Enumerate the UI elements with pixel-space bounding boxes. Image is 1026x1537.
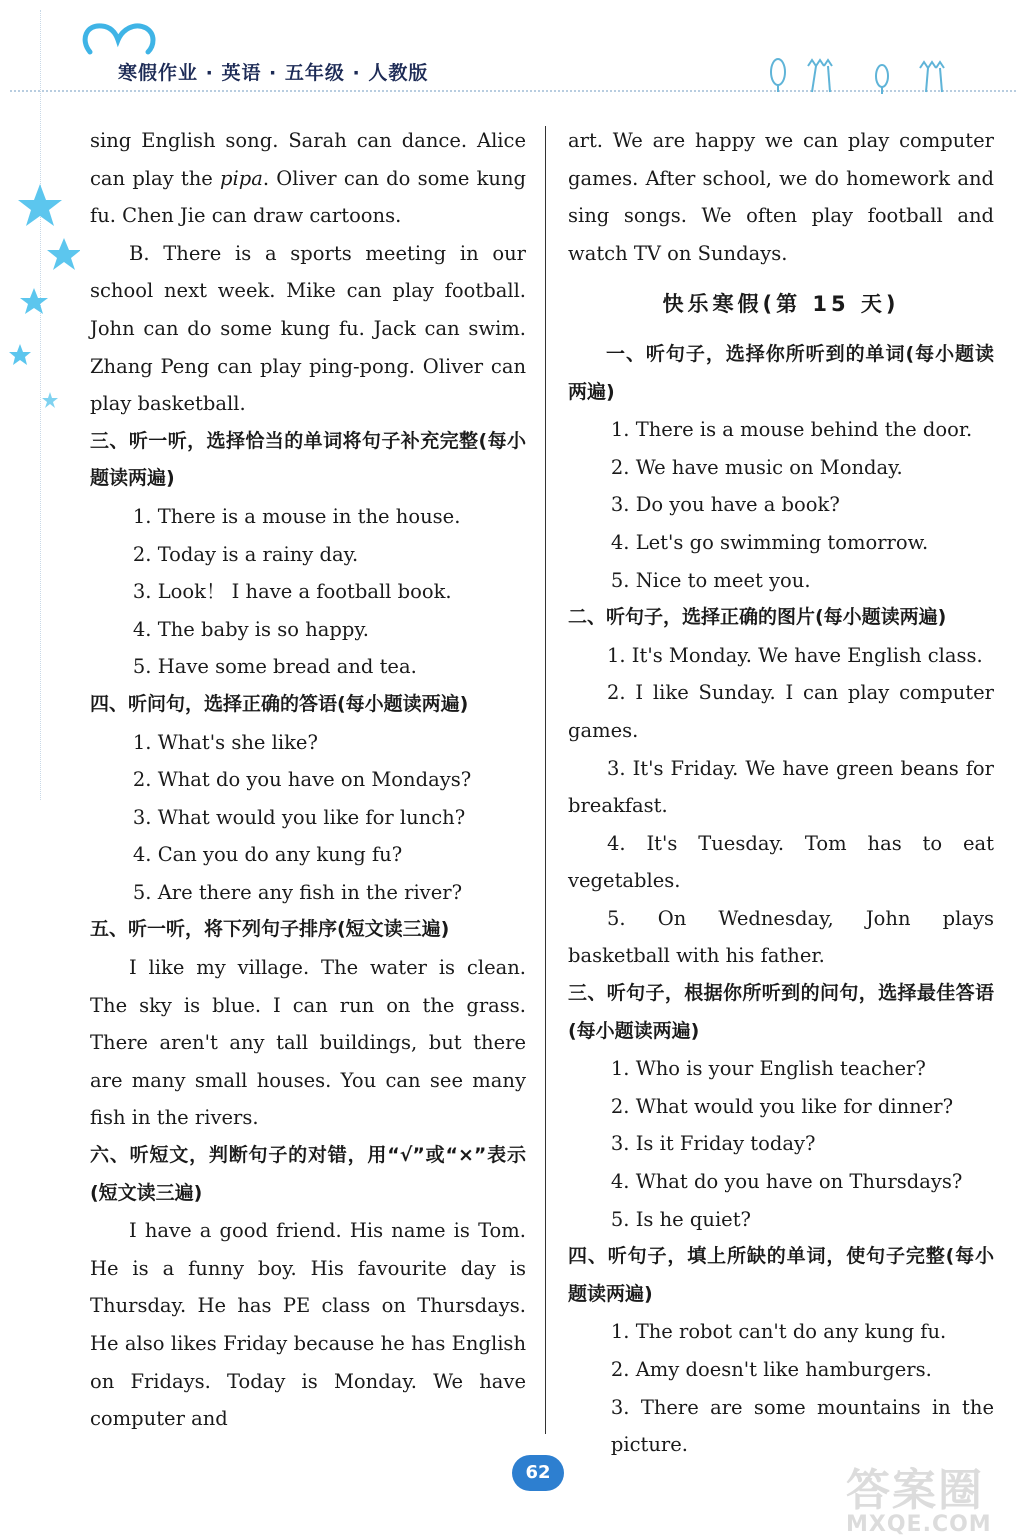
list-item: 3. It's Friday. We have green beans for breakfast.: [568, 756, 994, 818]
list-item: 2. Today is a rainy day.: [132, 542, 359, 566]
section-3-title: 三、听一听，选择恰当的单词将句子补充完整(每小题读两遍): [90, 429, 526, 490]
day-title: 快乐寒假(第 15 天): [662, 292, 900, 317]
list-item: 2. What do you have on Mondays?: [132, 768, 472, 792]
list-item: 3. What would you like for lunch?: [132, 805, 466, 829]
watermark-url: MXQE.COM: [846, 1512, 992, 1537]
list-item: 2. Amy doesn't like hamburgers.: [610, 1358, 932, 1381]
page-header: [0, 0, 1026, 110]
list-item: 4. Let's go swimming tomorrow.: [610, 530, 929, 554]
star-decoration-icon: [0, 180, 80, 420]
list-item: 2. What would you like for dinner?: [610, 1094, 954, 1118]
column-divider: [545, 126, 546, 1434]
list-item: 1. What's she like?: [132, 730, 318, 754]
list-item: 1. It's Monday. We have English class.: [607, 643, 983, 667]
left-column: [90, 122, 526, 1438]
flower-decoration-icon: [760, 52, 960, 94]
right-column: [568, 122, 994, 1464]
list-item: 1. Who is your English teacher?: [610, 1057, 926, 1081]
paragraph-b: B. There is a sports meeting in our school next week. Mike can play football. John can do some kung fu. Jack can swim. Zhang Peng can play ping-pong. Oliver can play basketball.: [90, 241, 526, 416]
paragraph-a-continuation: sing English song. Sarah can dance. Alice can play the pipa. Oliver can do some kung fu. Chen Jie can draw cartoons.: [90, 129, 526, 228]
list-item: 3. There are some mountains in the picture.: [610, 1395, 994, 1457]
list-item: 3. Do you have a book?: [610, 493, 840, 517]
header-title: 寒假作业 · 英语 · 五年级 · 人教版: [118, 62, 429, 84]
watermark-logo-text: 答案圈: [846, 1465, 984, 1516]
list-item: 5. Are there any fish in the river?: [132, 880, 463, 904]
section-6-text: I have a good friend. His name is Tom. He is a funny boy. His favourite day is Thursday. He has PE class on Thursdays. He also likes Friday because he has English on Fridays. Today is Monday. We have computer and: [90, 1219, 526, 1431]
list-item: 4. The baby is so happy.: [132, 617, 369, 641]
list-item: 5. Have some bread and tea.: [132, 655, 417, 679]
list-item: 5. On Wednesday, John plays basketball with his father.: [568, 906, 994, 968]
list-item: 3. Is it Friday today?: [610, 1132, 816, 1156]
list-item: 2. We have music on Monday.: [610, 455, 903, 479]
list-item: 4. Can you do any kung fu?: [132, 843, 403, 867]
section-5-text: I like my village. The water is clean. The sky is blue. I can run on the grass. There aren't any tall buildings, but there are many small houses. You can see many fish in the rivers.: [90, 956, 526, 1130]
list-item: 1. The robot can't do any kung fu.: [610, 1320, 947, 1344]
section-6-title: 六、听短文，判断句子的对错，用“√”或“×”表示(短文读三遍): [90, 1144, 526, 1204]
section-2-title: 二、听句子，选择正确的图片(每小题读两遍): [568, 606, 947, 629]
section-4-title: 四、听句子，填上所缺的单词，使句子完整(每小题读两遍): [568, 1245, 994, 1305]
section-5-title: 五、听一听，将下列句子排序(短文读三遍): [90, 918, 450, 941]
list-item: 4. It's Tuesday. Tom has to eat vegetables.: [568, 831, 994, 893]
list-item: 3. Look！ I have a football book.: [132, 580, 452, 604]
section-3-title: 三、听句子，根据你所听到的问句，选择最佳答语(每小题读两遍): [568, 982, 994, 1042]
section-1-title: 一、听句子，选择你所听到的单词(每小题读两遍): [568, 342, 994, 403]
list-item: 5. Nice to meet you.: [610, 568, 811, 592]
watermark: [846, 1465, 992, 1537]
list-item: 5. Is he quiet?: [610, 1207, 752, 1231]
list-item: 4. What do you have on Thursdays?: [610, 1170, 963, 1194]
list-item: 1. There is a mouse behind the door.: [610, 418, 973, 442]
list-item: 1. There is a mouse in the house.: [132, 504, 461, 528]
page-number-badge: 62: [512, 1455, 564, 1491]
section-6-text-continuation: art. We are happy we can play computer games. After school, we do homework and sing songs. We often play football and watch TV on Sundays.: [568, 129, 994, 265]
section-4-title: 四、听问句，选择正确的答语(每小题读两遍): [90, 692, 469, 715]
list-item: 2. I like Sunday. I can play computer games.: [568, 681, 994, 742]
